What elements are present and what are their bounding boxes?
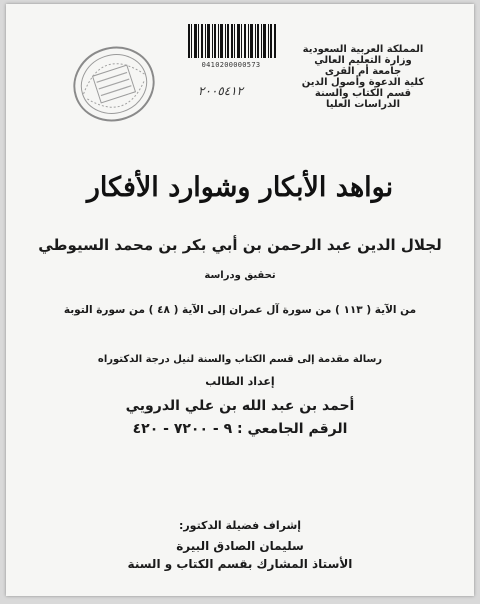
barcode-image [186,22,278,62]
supervision-label: إشراف فضيلة الدكتور: [178,519,302,532]
stamp-seal-icon [68,40,160,128]
institution-heading [288,44,438,110]
heading-line-ministry: وزارة التعليم العالي [314,55,412,66]
verse-range: من الآية ( ١١٣ ) من سورة آل عمران إلى الآية ( ٤٨ ) من سورة التوبة [63,304,417,316]
student-id: الرقم الجامعي : ٩ - ٧٢٠٠ - ٤٢٠ [132,421,348,437]
prepared-by-label: إعداد الطالب [205,375,275,388]
heading-line-college: كلية الدعوة وأصول الدين [301,77,425,88]
heading-line-graduate-studies: الدراسات العليا [325,99,400,110]
supervisor-title: الأستاذ المشارك بقسم الكتاب و السنة [127,557,353,571]
supervisor-name: سليمان الصادق البيرة [176,539,304,553]
handwritten-number: ٢٠٠٥٤١٢ [198,84,244,98]
library-stamp [68,40,160,128]
book-title: نواهد الأبكار وشوارد الأفكار [86,172,394,203]
heading-line-department: قسم الكتاب والسنة [314,88,412,99]
heading-line-kingdom: المملكة العربية السعودية [302,44,424,55]
document-page [6,4,474,596]
heading-line-university: جامعة أم القرى [324,66,402,77]
study-label: تحقيق ودراسة [204,270,276,281]
thesis-statement: رسالة مقدمة إلى قسم الكتاب والسنة لنيل درجة الدكتوراه [97,354,383,365]
barcode-number: 0410200000573 [201,61,261,69]
author-line: لجلال الدين عبد الرحمن بن أبي بكر بن محمد السيوطي [38,236,442,254]
barcode-bars [186,22,278,60]
student-name: أحمد بن عبد الله بن علي الدرويي [125,398,355,414]
